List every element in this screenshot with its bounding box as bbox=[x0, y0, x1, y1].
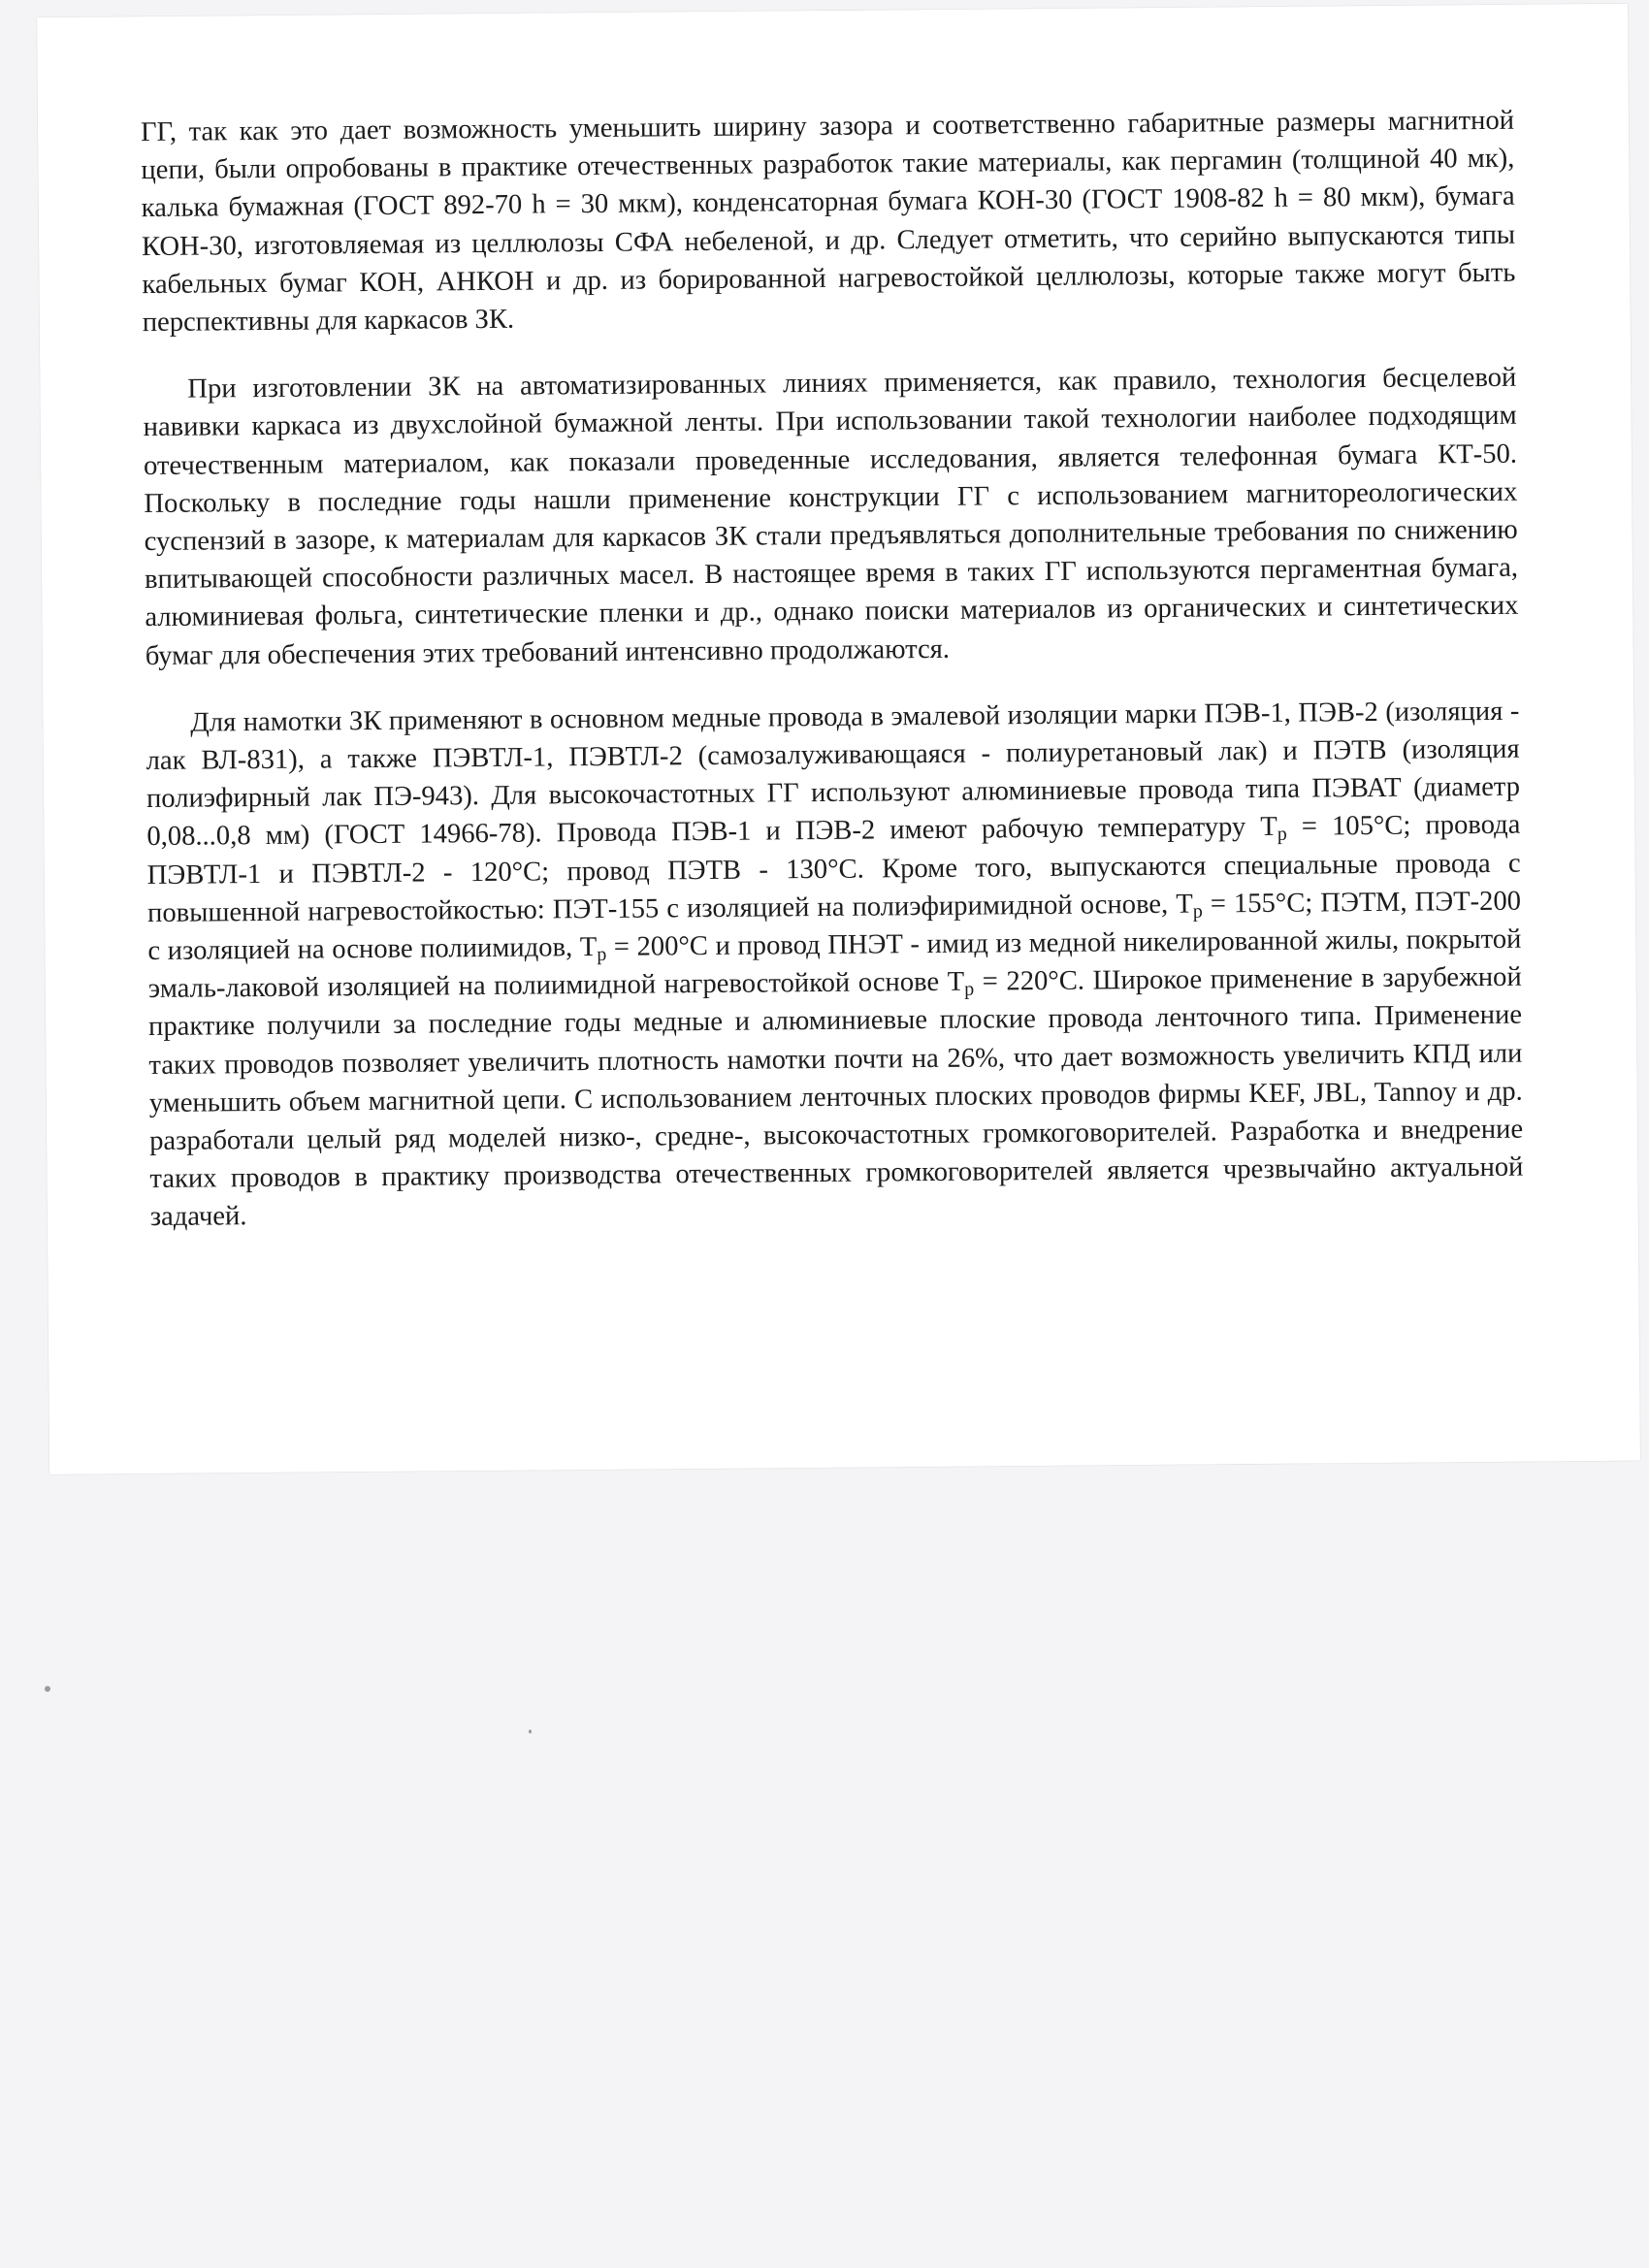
subscript-p: р bbox=[964, 978, 975, 1000]
subscript-p: р bbox=[597, 943, 607, 966]
paragraph-2 bbox=[143, 359, 1519, 675]
paragraph-1 bbox=[141, 102, 1516, 342]
subscript-p: р bbox=[1277, 824, 1287, 846]
scan-speck bbox=[529, 1730, 532, 1733]
subscript-p: р bbox=[1192, 900, 1203, 923]
paragraph-text: При изготовлении ЗК на автоматизированных линиях применяется, как правило, технология бесцелевой навивки каркаса из двухслойной бумажной ленты. При использовании такой технологии наиболее подходящим отечественным материалом, как показали проведенные исследования, является телефонная бумага КТ-50. Поскольку в последние годы нашли применение конструкции ГГ с использованием магнитореологических суспензий в зазоре, к материалам для каркасов ЗК стали предъявляться дополнительные требования по снижению впитывающей способности различных масел. В настоящее время в таких ГГ используются пергаментная бумага, алюминиевая фольга, синтетические пленки и др., однако поиски материалов из органических и синтетических бумаг для обеспечения этих требований интенсивно продолжаются. bbox=[143, 362, 1519, 671]
paragraph-text: = 220°С. Широкое применение в зарубежной практике получили за последние годы медные и алюминиевые плоские провода ленточного типа. Применение таких проводов позволяет увеличить плотность намотки почти на 26%, что дает возможность увеличить КПД или уменьшить объем магнитной цепи. С использованием ленточных плоских проводов фирмы KEF, JBL, Tannoy и др. разработали целый ряд моделей низко-, средне-, высокочастотных громкоговорителей. Разработка и внедрение таких проводов в практику производства отечественных громкоговорителей является чрезвычайно актуальной задачей. bbox=[147, 961, 1524, 1233]
document-body bbox=[141, 102, 1524, 1266]
paragraph-text: = 155°С; ПЭТМ, ПЭТ-200 с изоляцией на основе полиимидов, Т bbox=[147, 886, 1522, 967]
scan-speck bbox=[45, 1686, 50, 1692]
paragraph-text: = 200°С и провод ПНЭТ - имид из медной никелированной жилы, покрытой эмаль-лаковой изоляцией на полиимидной нагревостойкой основе Т bbox=[147, 923, 1522, 1005]
paragraph-text: = 105°С; провода ПЭВТЛ-1 и ПЭВТЛ-2 - 120°С; провод ПЭТВ - 130°С. Кроме того, выпускаются специальные провода с повышенной нагревостойкостью: ПЭТ-155 с изоляцией на полиэфиримидной основе, Т bbox=[146, 810, 1521, 928]
paragraph-text: Для намотки ЗК применяют в основном медные провода в эмалевой изоляции марки ПЭВ-1, ПЭВ-2 (изоляция - лак ВЛ-831), а также ПЭВТЛ-1, ПЭВТЛ-2 (самозалуживающаяся - полиуретановый лак) и ПЭТВ (изоляция полиэфирный лак ПЭ-943). Для высокочастотных ГГ используют алюминиевые провода типа ПЭВАТ (диаметр 0,08...0,8 мм) (ГОСТ 14966-78). Провода ПЭВ-1 и ПЭВ-2 имеют рабочую температуру Т bbox=[146, 696, 1521, 853]
scanned-page bbox=[37, 4, 1640, 1474]
paragraph-3 bbox=[146, 693, 1524, 1237]
paragraph-text: ГГ, так как это дает возможность уменьшить ширину зазора и соответственно габаритные размеры магнитной цепи, были опробованы в практике отечественных разработок такие материалы, как пергамин (толщиной 40 мк), калька бумажная (ГОСТ 892-70 h = 30 мкм), конденсаторная бумага КОН-30 (ГОСТ 1908-82 h = 80 мкм), бумага КОН-30, изготовляемая из целлюлозы СФА небеленой, и др. Следует отметить, что серийно выпускаются типы кабельных бумаг КОН, АНКОН и др. из борированной нагревостойкой целлюлозы, которые также могут быть перспективны для каркасов ЗК. bbox=[140, 105, 1516, 339]
